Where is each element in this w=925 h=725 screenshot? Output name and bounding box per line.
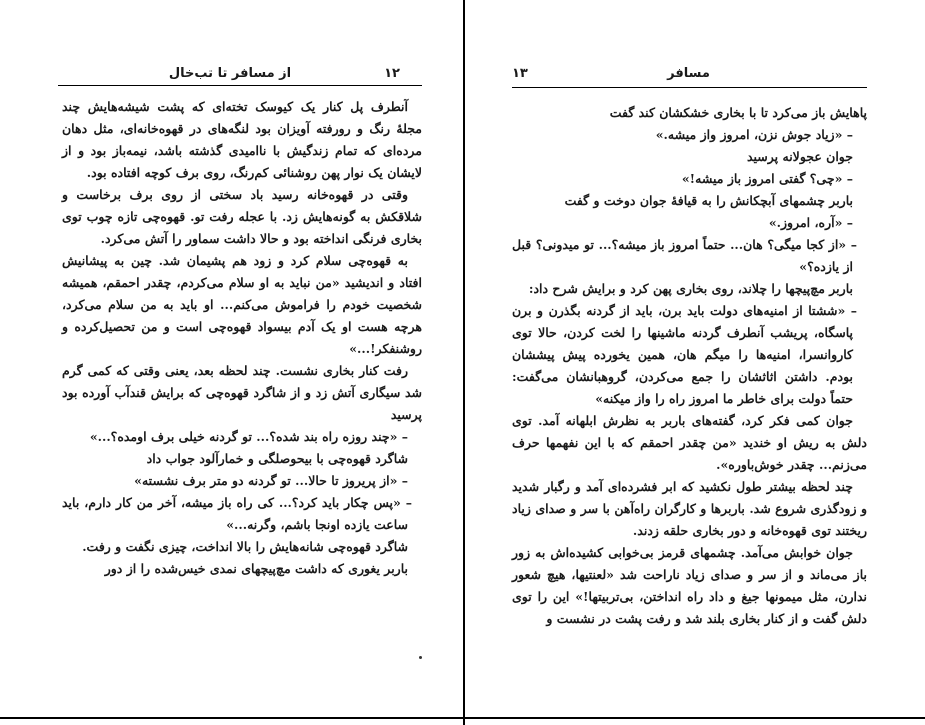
page-gutter-line — [463, 0, 465, 725]
paragraph: شاگرد قهوه‌چی با بیحوصلگی و خمارآلود جواب داد — [146, 451, 408, 466]
right-header-rule — [512, 87, 867, 88]
paragraph: جوان کمی فکر کرد، گفته‌های باربر به نظرش ابلهانه آمد. توی دلش به ریش او خندید «من چقدر احمقم که با این نفهمها حرف می‌زنم... چقدر خوش‌باوره». — [512, 413, 867, 472]
paragraph: – «پس چکار باید کرد؟... کی راه باز میشه، آخر من کار دارم، باید ساعت یازده اونجا باشم، وگرنه...» — [62, 495, 412, 532]
paragraph: – «چند روزه راه بند شده؟... تو گردنه خیلی برف اومده؟...» — [89, 429, 408, 444]
right-running-title: مسافر — [667, 66, 710, 81]
paragraph: باربر مچ‌پیچها را چلاند، روی بخاری پهن کرد و برایش شرح داد: — [528, 281, 853, 296]
left-header-rule — [58, 85, 422, 86]
left-body-text — [62, 96, 422, 580]
left-page — [0, 0, 462, 725]
paragraph: – «چی؟ گفتی امروز باز میشه!» — [681, 171, 853, 186]
paragraph: – «آره، امروز.» — [768, 215, 853, 230]
left-page-header — [60, 66, 400, 86]
paragraph: رفت کنار بخاری نشست. چند لحظه بعد، یعنی وقتی که کمی گرم شد سیگاری آتش زد و از شاگرد قهوه‌چی که برایش قندآب آورده بود پرسید — [62, 363, 422, 422]
paragraph: پاهایش باز می‌کرد تا با بخاری خشکشان کند گفت — [609, 105, 867, 120]
speck-mark — [419, 656, 422, 659]
paragraph: آنطرف پل کنار یک کیوسک تخته‌ای که پشت شیشه‌هایش چند مجلهٔ رنگ‌ و رورفته آویزان بود لنگه‌های در قهوه‌خانه‌ای، مثل دهان مرده‌ای که تمام زندگیش با ناامیدی گذشته باشد، نیمه‌باز بود و از لایشان یک نوار پهن روشنائی کم‌رنگ، روی برف کوچه افتاده بود. — [62, 99, 422, 180]
paragraph: جوان عجولانه پرسید — [746, 149, 853, 164]
paragraph: چند لحظه بیشتر طول نکشید که ابر فشرده‌ای آمد و رگبار شدید و زودگذری شروع شد. باربرها و کارگران راه‌آهن با سر و صدای زیاد ریختند توی قهوه‌خانه و دور بخاری حلقه زدند. — [512, 479, 867, 538]
paragraph: – «از کجا میگی؟ هان... حتماً امروز باز میشه؟... تو میدونی؟ قبل از یازده؟» — [512, 237, 857, 274]
paragraph: شاگرد قهوه‌چی شانه‌هایش را بالا انداخت، چیزی نگفت و رفت. — [82, 539, 408, 554]
paragraph: باربر یغوری که داشت مچ‌پیچهای نمدی خیس‌شده را از دور — [104, 561, 408, 576]
right-page — [470, 0, 925, 725]
bottom-edge-line — [0, 717, 925, 719]
right-page-header — [512, 66, 865, 86]
paragraph: جوان خوابش می‌آمد. چشمهای قرمز بی‌خوابی کشیده‌اش به زور باز می‌ماند و از سر و صدای زیاد ناراحت شد «لعنتیها، هیچ شعور ندارن، مثل میمونها جیغ و داد راه انداختن، بی‌تربیتها!» این را توی دلش گفت و از کنار بخاری بلند شد و رفت پشت در نشست و — [512, 545, 867, 626]
paragraph: وقتی در قهوه‌خانه رسید باد سختی از روی برف برخاست و شلاقکش به گونه‌هایش زد. با عجله رفت تو. قهوه‌چی تازه چوب توی بخاری فرنگی انداخته بود و حالا داشت سماور را آتش می‌کرد. — [62, 187, 422, 246]
paragraph: – «زیاد جوش نزن، امروز واز میشه.» — [655, 127, 853, 142]
paragraph: – «ششتا از امنیه‌های دولت باید برن، باید از گردنه بگذرن و برن پاسگاه، پریشب آنطرف گردنه ماشینها را لخت کردن، حالا توی کاروانسرا، امنیه‌ها را میگم هان، همین یخورده پیش پیششان بودم. داشتن اثاثشان را جمع می‌کردن، گروهبانشان می‌گفت: حتماً دولت برای خاطر ما امروز راه را واز میکنه» — [512, 303, 857, 406]
right-page-number: ۱۳ — [512, 66, 528, 81]
left-running-title: از مسافر تا تب‌خال — [168, 66, 292, 81]
paragraph: به قهوه‌چی سلام کرد و زود هم پشیمان شد. چین به پیشانیش افتاد و اندیشید «من نباید به او سلام می‌کردم، چقدر احمقم، همیشه شخصیت خودم را فراموش می‌کنم... او باید به من سلام می‌کرد، هرچه هست او یک آدم بیسواد قهوه‌چی است و من تحصیل‌کرده و روشنفکر!...» — [62, 253, 422, 356]
paragraph: باربر چشمهای آبچکانش را به قیافهٔ جوان دوخت و گفت — [564, 193, 853, 208]
left-page-number: ۱۲ — [384, 66, 400, 81]
paragraph: – «از پریروز تا حالا... تو گردنه دو متر برف نشسته» — [134, 473, 408, 488]
right-body-text — [512, 102, 867, 630]
